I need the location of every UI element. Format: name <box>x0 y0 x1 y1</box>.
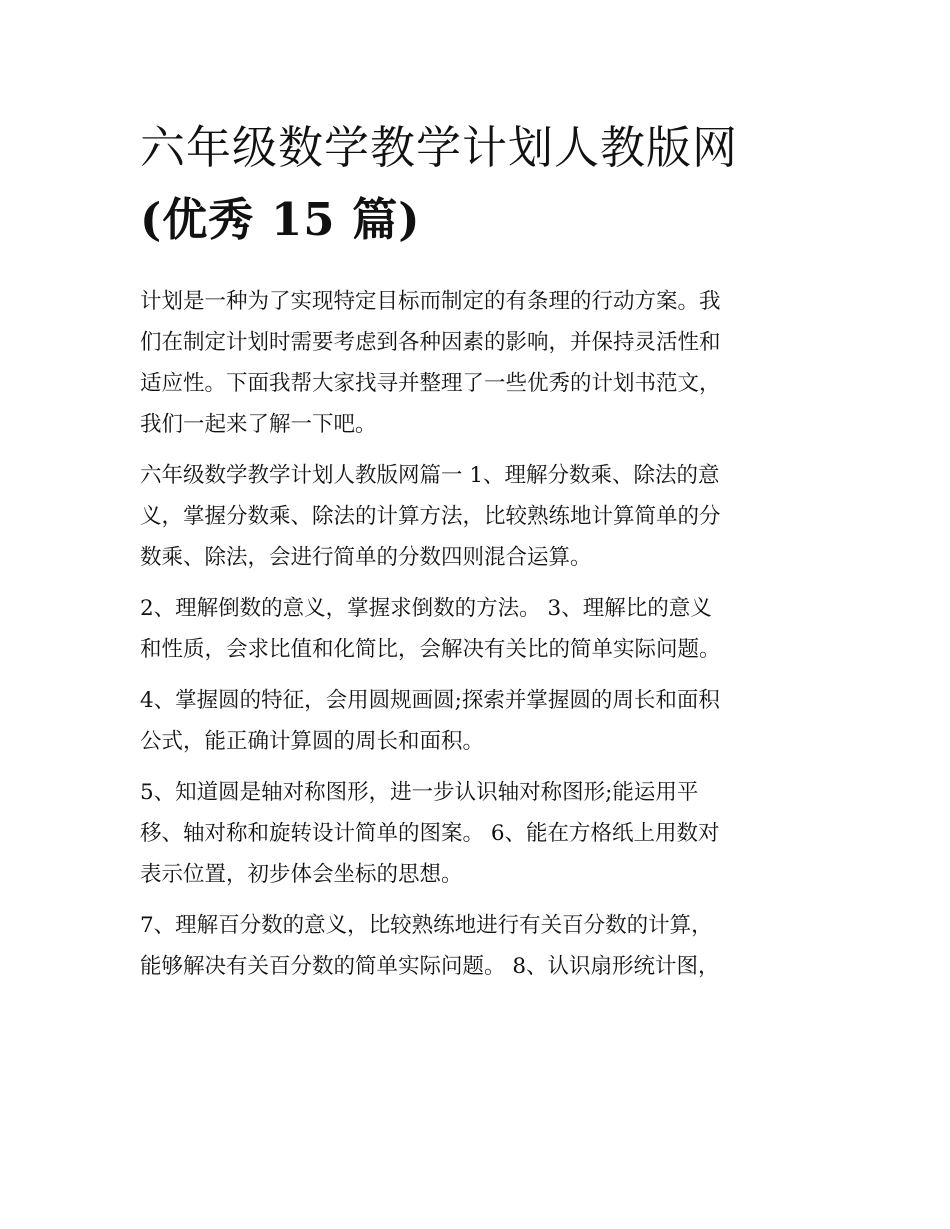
paragraph-item-4 <box>140 680 820 762</box>
text-line: 7、理解百分数的意义，比较熟练地进行有关百分数的计算， <box>140 913 713 938</box>
text-line: 能够解决有关百分数的简单实际问题。 8、认识扇形统计图， <box>140 954 720 979</box>
text-line: 计划是一种为了实现特定目标而制定的有条理的行动方案。我 <box>140 289 721 314</box>
text-line: 我们一起来了解一下吧。 <box>140 412 377 437</box>
paragraph-intro <box>140 281 820 445</box>
text-line: 和性质，会求比值和化简比，会解决有关比的简单实际问题。 <box>140 637 721 662</box>
paragraph-item-5 <box>140 772 820 895</box>
text-line: 2、理解倒数的意义，掌握求倒数的方法。 3、理解比的意义 <box>140 596 712 621</box>
paragraph-item-2 <box>140 588 820 670</box>
text-line: 表示位置，初步体会坐标的思想。 <box>140 862 463 887</box>
text-line: 公式，能正确计算圆的周长和面积。 <box>140 729 485 754</box>
text-line: 们在制定计划时需要考虑到各种因素的影响，并保持灵活性和 <box>140 330 721 355</box>
text-line: 义，掌握分数乘、除法的计算方法，比较熟练地计算简单的分 <box>140 504 721 529</box>
document-title <box>140 112 840 256</box>
title-line: (优秀 15 篇) <box>140 193 421 246</box>
text-line: 适应性。下面我帮大家找寻并整理了一些优秀的计划书范文， <box>140 371 721 396</box>
text-line: 4、掌握圆的特征，会用圆规画圆;探索并掌握圆的周长和面积 <box>140 688 720 713</box>
text-line: 5、知道圆是轴对称图形，进一步认识轴对称图形;能运用平 <box>140 780 699 805</box>
document-body <box>140 281 820 997</box>
paragraph-item-1 <box>140 455 820 578</box>
title-line: 六年级数学教学计划人教版网 <box>140 121 739 174</box>
text-line: 移、轴对称和旋转设计简单的图案。 6、能在方格纸上用数对 <box>140 821 720 846</box>
text-line: 数乘、除法，会进行简单的分数四则混合运算。 <box>140 545 592 570</box>
paragraph-item-7 <box>140 905 820 987</box>
text-line: 六年级数学教学计划人教版网篇一 1、理解分数乘、除法的意 <box>140 463 720 488</box>
